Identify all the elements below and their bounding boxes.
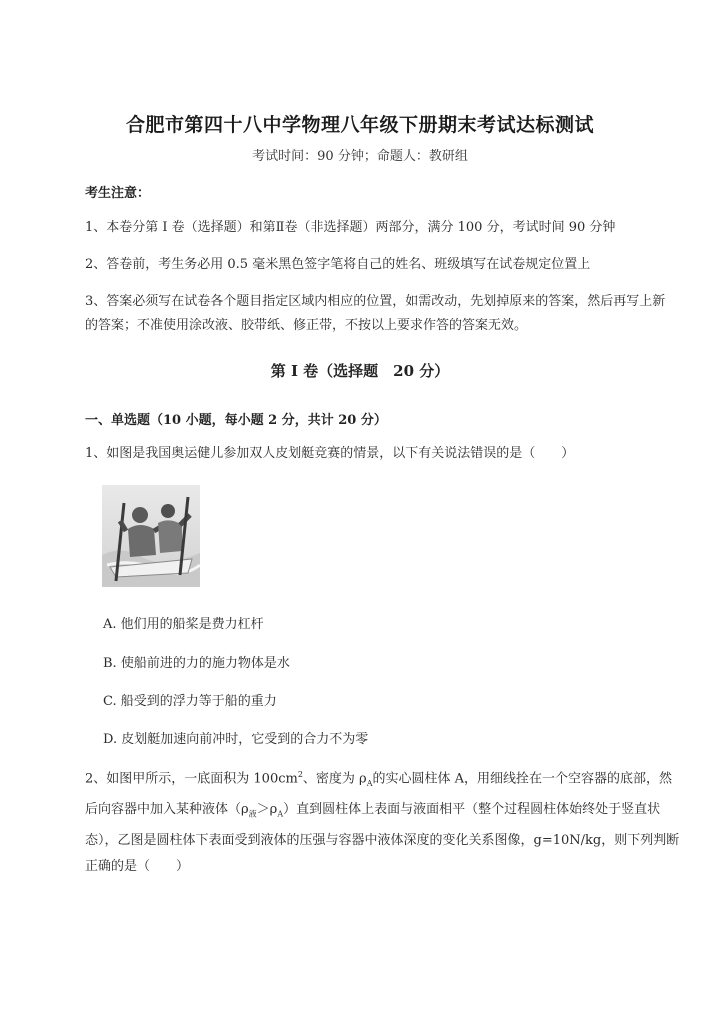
question-1-stem: 1、如图是我国奥运健儿参加双人皮划艇竞赛的情景，以下有关说法错误的是（ ）: [85, 446, 575, 461]
question-1-option-c: C. 船受到的浮力等于船的重力: [103, 694, 277, 709]
q2-text: 的实心圆柱体 A，用细线拴在一个空容器的底部，然: [372, 771, 673, 787]
q2-sup: 2: [297, 770, 303, 779]
q2-text: ＞ρ: [256, 801, 278, 817]
question-2-stem: [85, 762, 680, 880]
question-2-line-3: 态），乙图是圆柱体下表面受到液体的压强与容器中液体深度的变化关系图像，g=10N/kg，则下列判断: [85, 832, 680, 848]
question-2-line-1: [85, 762, 673, 797]
notice-item-1: 1、本卷分第 I 卷（选择题）和第Ⅱ卷（非选择题）两部分，满分 100 分，考试时间 90 分钟: [85, 220, 616, 235]
q2-sub: A: [277, 809, 284, 819]
q2-text: 、密度为 ρ: [302, 771, 367, 787]
notice-item-2: 2、答卷前，考生务必用 0.5 毫米黑色签字笔将自己的姓名、班级填写在试卷规定位置上: [85, 257, 591, 272]
notice-item-3-cont: 的答案；不准使用涂改液、胶带纸、修正带，不按以上要求作答的答案无效。: [85, 318, 528, 333]
q2-text: 2、如图甲所示，一底面积为 100cm: [85, 771, 298, 787]
q2-sub: A: [366, 778, 373, 788]
exam-subtitle: 考试时间：90 分钟；命题人：教研组: [252, 149, 468, 164]
question-1-option-d: D. 皮划艇加速向前冲时，它受到的合力不为零: [103, 732, 369, 747]
question-2-line-2: [85, 797, 661, 828]
question-2-line-4: 正确的是（ ）: [85, 858, 190, 874]
question-1-option-b: B. 使船前进的力的施力物体是水: [103, 656, 290, 671]
section-title: 第 I 卷（选择题 20 分）: [270, 362, 450, 380]
q2-text: ）直到圆柱体上表面与液面相平（整个过程圆柱体始终处于竖直状: [283, 801, 661, 817]
q2-sub: 液: [248, 809, 257, 819]
exam-title: 合肥市第四十八中学物理八年级下册期末考试达标测试: [125, 114, 594, 136]
q2-text: 后向容器中加入某种液体（ρ: [85, 801, 249, 817]
notice-item-3: 3、答案必须写在试卷各个题目指定区域内相应的位置，如需改动，先划掉原来的答案，然后再写上新: [85, 294, 666, 309]
part-heading: 一、单选题（10 小题，每小题 2 分，共计 20 分）: [85, 413, 387, 428]
notice-heading: 考生注意：: [85, 186, 151, 201]
kayak-photo-icon: [102, 485, 200, 587]
question-1-option-a: A. 他们用的船桨是费力杠杆: [103, 617, 264, 632]
